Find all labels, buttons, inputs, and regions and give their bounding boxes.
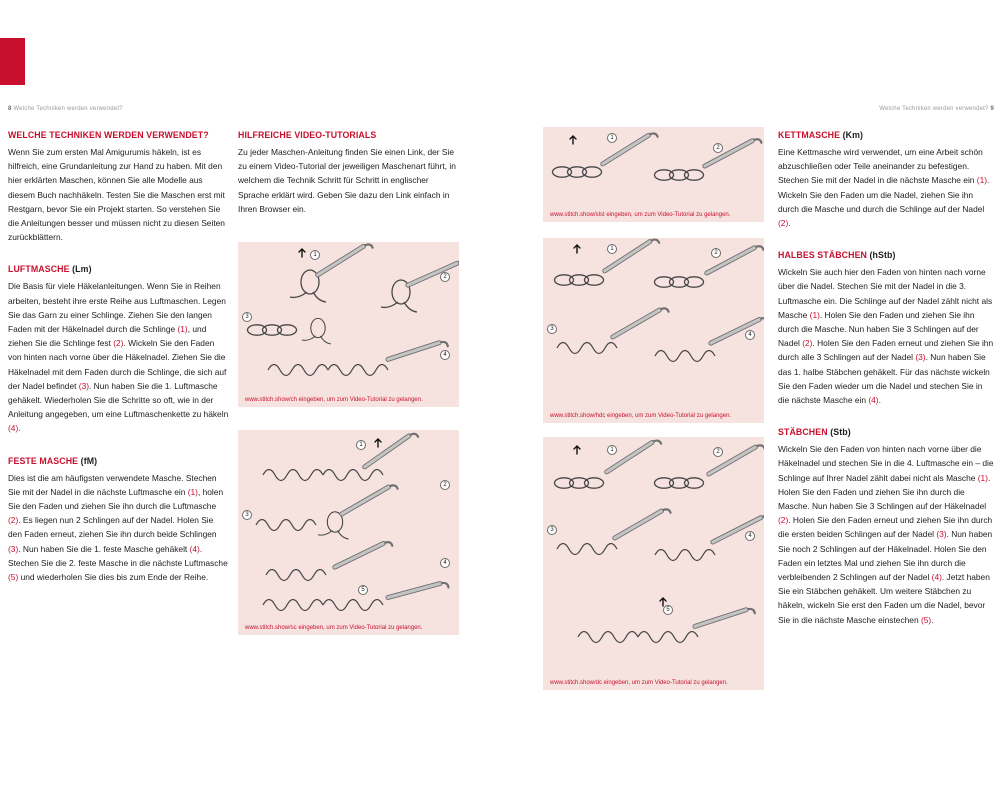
section-body-intro: Wenn Sie zum ersten Mal Amigurumis häkeln, ist es hilfreich, eine Grundanleitung zur Hand zu haben. Mit den hier erklärten Maschen, können Sie alle Modelle aus diesem Buch nachhäkeln. Testen Sie die Maschen erst mit Restgarn, bevor Sie ein Projekt starten. So verstehen Sie die Anleitungen besser und müssen nicht zu diesen Seiten zurückblättern. <box>8 147 225 243</box>
heading-abbreviation: (Km) <box>842 130 864 140</box>
figure-caption-kettmasche: www.stitch.show/slst eingeben, um zum Video-Tutorial zu gelangen. <box>550 212 731 218</box>
section-heading-feste-masche <box>8 456 229 467</box>
figure-caption-feste-masche: www.stitch.show/sc eingeben, um zum Video-Tutorial zu gelangen. <box>245 625 423 632</box>
bookmark-tab <box>0 38 25 85</box>
crochet-diagram-staebchen <box>543 437 764 671</box>
step-badge: 4 <box>745 330 755 340</box>
figure-caption-luftmasche: www.stitch.show/ch eingeben, um zum Video-Tutorial zu gelangen. <box>245 397 423 404</box>
section-heading-intro <box>8 130 229 141</box>
section-heading-halbes-staebchen <box>778 250 995 261</box>
step-badge: 1 <box>607 133 617 143</box>
figure-feste-masche <box>238 430 459 635</box>
section-heading-kettmasche <box>778 130 995 141</box>
running-title-right: Welche Techniken werden verwendet? <box>879 106 989 112</box>
step-badge: 4 <box>745 531 755 541</box>
section-heading-video-tutorials <box>238 130 459 141</box>
section-body-halbes-staebchen: Wickeln Sie auch hier den Faden von hinten nach vorne über die Nadel. Stechen Sie mit der Nadel in die 3. Luftmasche ein. Die Schlinge auf der Nadel zählt nicht als Masche (1). Holen Sie den Faden und ziehen Sie ihn durch die Masche. Nun haben Sie 3 Schlingen auf der Nadel (2). Holen Sie den Faden erneut und ziehen Sie ihn durch alle 3 Schlingen auf der Nadel (3). Nun haben Sie das 1. halbe Stäbchen gehäkelt. Für das nächste wickeln Sie den Faden wieder um die Nadel und stechen Sie in die nächste Masche ein (4). <box>778 267 994 406</box>
running-head-left <box>8 106 123 112</box>
heading-text: KETTMASCHE <box>778 130 841 140</box>
figure-caption-staebchen: www.stitch.show/dc eingeben, um zum Video-Tutorial zu gelangen. <box>550 680 728 686</box>
heading-text: FESTE MASCHE <box>8 455 79 466</box>
figure-luftmasche <box>238 242 459 407</box>
section-halbes-staebchen <box>778 250 995 407</box>
section-luftmasche <box>8 264 229 435</box>
figure-staebchen <box>543 437 764 690</box>
step-badge: 1 <box>310 250 320 260</box>
running-title-left: Welche Techniken werden verwendet? <box>13 106 123 112</box>
step-badge: 2 <box>711 248 721 258</box>
figure-caption-halbes-staebchen: www.stitch.show/hdc eingeben, um zum Video-Tutorial zu gelangen. <box>550 413 732 419</box>
heading-text: HILFREICHE VIDEO-TUTORIALS <box>238 130 377 140</box>
section-heading-staebchen <box>778 427 995 438</box>
section-body-luftmasche: Die Basis für viele Häkelanleitungen. Wenn Sie in Reihen arbeiten, besteht ihre erste Reihe aus Luftmaschen. Legen Sie das Garn zu einer Schlinge. Ziehen Sie den langen Faden mit der Häkelnadel durch die Schlinge (1), und ziehen Sie die Schlinge fest (2). Wickeln Sie den Faden von hinten nach vorne über die Häkelnadel. Ziehen Sie die Häkelnadel mit dem Faden durch die Schlinge, die sich auf der Nadel befindet (3). Nun haben Sie die 1. Luftmasche gehäkelt. Wiederholen Sie die Schritte so oft, wie in der Anleitung angegeben, um eine Luftmaschenkette zu häkeln (4). <box>8 281 229 434</box>
crochet-diagram-luftmasche <box>238 242 459 388</box>
step-badge: 3 <box>547 525 557 535</box>
left-page-column-1 <box>8 130 229 604</box>
right-page-column-1 <box>543 127 764 690</box>
crochet-diagram-feste-masche <box>238 430 459 616</box>
section-heading-luftmasche <box>8 264 229 275</box>
page-number-right: 9 <box>990 106 994 112</box>
figure-kettmasche <box>543 127 764 222</box>
section-body-video-tutorials: Zu jeder Maschen-Anleitung finden Sie einen Link, der Sie zu einem Video-Tutorial der jeweiligen Maschenart führt, in welchem die Technik Schritt für Schritt in englischer Sprache erklärt wird. Geben Sie dazu den Link einfach in Ihren Browser ein. <box>238 147 456 214</box>
section-feste-masche <box>8 456 229 585</box>
step-badge: 3 <box>242 510 252 520</box>
step-badge: 3 <box>242 312 252 322</box>
step-badge: 4 <box>440 558 450 568</box>
step-badge: 1 <box>607 244 617 254</box>
section-intro <box>8 130 229 244</box>
heading-text: HALBES STÄBCHEN <box>778 250 867 261</box>
heading-abbreviation: (Stb) <box>830 427 851 438</box>
step-badge: 5 <box>663 605 673 615</box>
crochet-diagram-halbes-staebchen <box>543 238 764 404</box>
page-number-left: 8 <box>8 106 12 112</box>
running-head-right <box>879 106 994 112</box>
section-body-kettmasche: Eine Kettmasche wird verwendet, um eine Arbeit schön abzuschließen oder Teile aneinander zu befestigen. Stechen Sie mit der Nadel in die nächste Masche ein (1). Wickeln Sie den Faden um die Nadel, ziehen Sie ihn durch die Masche und durch die Schlinge auf der Nadel (2). <box>778 147 990 229</box>
heading-abbreviation: (fM) <box>80 455 98 466</box>
step-badge: 4 <box>440 350 450 360</box>
heading-text: WELCHE TECHNIKEN WERDEN VERWENDET? <box>8 130 209 140</box>
heading-text: STÄBCHEN <box>778 427 828 438</box>
figure-halbes-staebchen <box>543 238 764 423</box>
section-body-staebchen: Wickeln Sie den Faden von hinten nach vorne über die Häkelnadel und stechen Sie in die 4. Luftmasche ein – die Schlinge auf Ihrer Nadel zählt dabei nicht als Masche (1). Holen Sie den Faden und ziehen Sie ihn durch die Masche. Nun haben Sie 3 Schlingen auf der Häkelnadel (2). Holen Sie den Faden erneut und ziehen Sie ihn durch die ersten beiden Schlingen auf der Nadel (3). Nun haben Sie noch 2 Schlingen auf der Häkelnadel. Holen Sie den Faden ein letztes Mal und ziehen Sie ihn durch die verbleibenden 2 Schlingen auf der Nadel (4). Jetzt haben Sie ein Stäbchen gehäkelt. Um weitere Stäbchen zu häkeln, wickeln Sie erst den Faden um die Nadel, bevor Sie in die nächste Masche einstechen (5). <box>778 444 994 625</box>
crochet-diagram-kettmasche <box>543 127 764 205</box>
heading-text: LUFTMASCHE <box>8 264 70 275</box>
section-staebchen <box>778 427 995 627</box>
section-kettmasche <box>778 130 995 230</box>
section-body-feste-masche: Dies ist die am häufigsten verwendete Masche. Stechen Sie mit der Nadel in die nächste Luftmasche ein (1), holen Sie den Faden und ziehen Sie ihn durch die Luftmasche (2). Es liegen nun 2 Schlingen auf der Nadel. Holen Sie den Faden erneut, ziehen Sie ihn durch beide Schlingen (3). Nun haben Sie die 1. feste Masche gehäkelt (4). Stechen Sie die 2. feste Masche in die nächste Luftmasche (5) und wiederholen Sie dies bis zum Ende der Reihe. <box>8 472 228 583</box>
step-badge: 2 <box>440 480 450 490</box>
step-badge: 2 <box>713 447 723 457</box>
right-page-column-2 <box>778 130 995 647</box>
heading-abbreviation: (hStb) <box>869 250 896 261</box>
step-badge: 1 <box>356 440 366 450</box>
step-badge: 2 <box>440 272 450 282</box>
section-video-tutorials <box>238 130 459 216</box>
left-page-column-2 <box>238 130 459 635</box>
heading-abbreviation: (Lm) <box>72 264 92 275</box>
step-badge: 2 <box>713 143 723 153</box>
step-badge: 5 <box>358 585 368 595</box>
step-badge: 1 <box>607 445 617 455</box>
step-badge: 3 <box>547 324 557 334</box>
